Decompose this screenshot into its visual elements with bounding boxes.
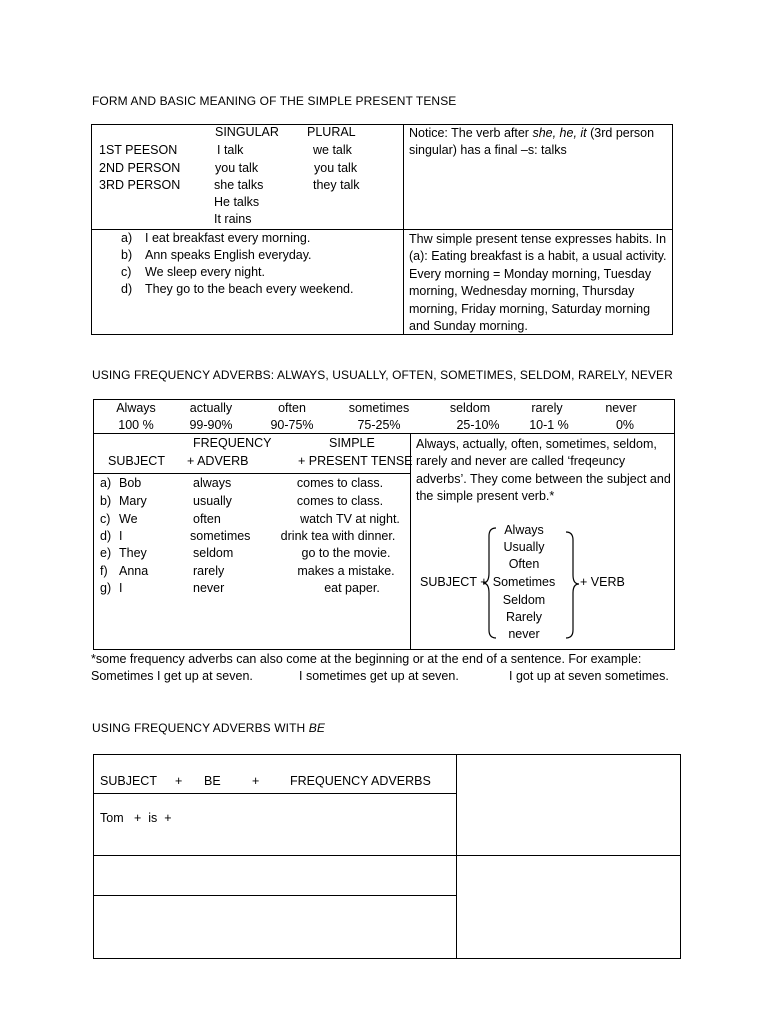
header-plus: +: [252, 774, 260, 788]
table-divider: [93, 895, 456, 896]
header-plus: +: [175, 774, 183, 788]
scale-word: Always: [116, 401, 156, 415]
row-subject: I: [119, 581, 123, 595]
diagram-adverb: Seldom: [502, 593, 546, 607]
frequency-note: Always, actually, often, sometimes, seldom, rarely and never are called ‘freqeuncy adverbs’. They come between the subject and the simple present verb.*: [416, 437, 671, 504]
row-adverb: seldom: [193, 546, 234, 560]
scale-word: seldom: [449, 401, 491, 415]
diagram-adverb: Often: [508, 557, 540, 571]
row-verb: comes to class.: [296, 476, 384, 490]
singular-form: I talk: [217, 143, 244, 157]
row-letter: c): [100, 512, 111, 526]
footnote: *some frequency adverbs can also come at the beginning or at the end of a sentence. For example:: [91, 652, 642, 666]
example-sentence: I eat breakfast every morning.: [145, 231, 311, 245]
row-adverb: always: [193, 476, 232, 490]
diagram-adverb: Always: [504, 523, 544, 537]
section2-title: USING FREQUENCY ADVERBS: ALWAYS, USUALLY, OFTEN, SOMETIMES, SELDOM, RARELY, NEVER: [92, 368, 673, 382]
table-divider: [93, 855, 681, 856]
person-label: 2ND PERSON: [99, 161, 181, 175]
plural-form: you talk: [314, 161, 358, 175]
header-simple: SIMPLE: [329, 436, 375, 450]
row-letter: a): [100, 476, 112, 490]
scale-percent: 75-25%: [357, 418, 401, 432]
row-adverb: never: [193, 581, 225, 595]
scale-percent: 100 %: [118, 418, 154, 432]
section1-title: FORM AND BASIC MEANING OF THE SIMPLE PRESENT TENSE: [92, 94, 457, 108]
scale-percent: 10-1 %: [529, 418, 569, 432]
table-divider: [91, 229, 673, 230]
header-subject: SUBJECT: [100, 774, 157, 788]
diagram-adverb: Usually: [503, 540, 545, 554]
row-subject: We: [119, 512, 138, 526]
header-frequency: FREQUENCY: [193, 436, 272, 450]
diagram-adverb: Rarely: [505, 610, 543, 624]
example-letter: a): [121, 231, 133, 245]
habit-explanation: Thw simple present tense expresses habits. In (a): Eating breakfast is a habit, a usual activity. Every morning = Monday morning, Tuesday morning, Wednesday morning, Thursday morning, Friday morning, Saturday morning and Sunday morning.: [409, 232, 667, 334]
scale-word: actually: [189, 401, 233, 415]
header-present-tense: + PRESENT TENSE: [298, 454, 413, 468]
table-divider: [93, 793, 456, 794]
example-sentence: They go to the beach every weekend.: [145, 282, 354, 296]
person-label: 1ST PEESON: [99, 143, 178, 157]
plural-form: we talk: [313, 143, 352, 157]
singular-form: she talks: [214, 178, 264, 192]
be-row: Tom + is +: [100, 811, 172, 825]
row-subject: I: [119, 529, 123, 543]
header-subject: SUBJECT: [108, 454, 165, 468]
header-singular: SINGULAR: [215, 125, 279, 139]
table-divider: [93, 433, 675, 434]
right-brace-icon: [562, 530, 582, 640]
row-letter: d): [100, 529, 112, 543]
scale-percent: 99-90%: [189, 418, 233, 432]
header-frequency-adverbs: FREQUENCY ADVERBS: [290, 774, 431, 788]
row-verb: makes a mistake.: [297, 564, 395, 578]
singular-form: It rains: [214, 212, 252, 226]
example-sentence: I got up at seven sometimes.: [509, 669, 669, 683]
table-divider: [93, 473, 410, 474]
row-letter: e): [100, 546, 112, 560]
scale-word: rarely: [531, 401, 563, 415]
row-subject: They: [119, 546, 147, 560]
row-adverb: usually: [193, 494, 232, 508]
row-verb: drink tea with dinner.: [280, 529, 396, 543]
row-subject: Mary: [119, 494, 147, 508]
diagram-adverb: never: [508, 627, 540, 641]
example-letter: b): [121, 248, 133, 262]
row-letter: g): [100, 581, 112, 595]
example-sentence: We sleep every night.: [145, 265, 265, 279]
scale-word: often: [278, 401, 306, 415]
scale-word: never: [605, 401, 637, 415]
scale-percent: 25-10%: [456, 418, 500, 432]
example-sentence: Ann speaks English everyday.: [145, 248, 312, 262]
row-adverb: rarely: [193, 564, 225, 578]
header-plural: PLURAL: [307, 125, 356, 139]
example-sentence: Sometimes I get up at seven.: [91, 669, 253, 683]
diagram-subject: SUBJECT +: [420, 575, 488, 589]
scale-word: sometimes: [348, 401, 410, 415]
header-be: BE: [204, 774, 221, 788]
scale-percent: 0%: [615, 418, 635, 432]
row-letter: f): [100, 564, 108, 578]
row-adverb: often: [193, 512, 221, 526]
row-subject: Anna: [119, 564, 149, 578]
diagram-adverb: Sometimes: [492, 575, 556, 589]
row-verb: comes to class.: [296, 494, 384, 508]
row-adverb: sometimes: [190, 529, 251, 543]
row-letter: b): [100, 494, 112, 508]
section3-title: USING FREQUENCY ADVERBS WITH BE: [92, 721, 325, 735]
example-letter: d): [121, 282, 133, 296]
header-adverb: + ADVERB: [187, 454, 249, 468]
table-divider: [456, 754, 457, 959]
row-subject: Bob: [119, 476, 142, 490]
scale-percent: 90-75%: [270, 418, 314, 432]
singular-form: He talks: [214, 195, 260, 209]
diagram-verb: + VERB: [580, 575, 625, 589]
person-label: 3RD PERSON: [99, 178, 181, 192]
row-verb: eat paper.: [324, 581, 380, 595]
plural-form: they talk: [313, 178, 360, 192]
example-sentence: I sometimes get up at seven.: [299, 669, 459, 683]
row-verb: go to the movie.: [301, 546, 391, 560]
row-verb: watch TV at night.: [300, 512, 400, 526]
example-letter: c): [121, 265, 132, 279]
notice-text: Notice: The verb after she, he, it (3rd person singular) has a final –s: talks: [409, 126, 655, 158]
singular-form: you talk: [215, 161, 259, 175]
